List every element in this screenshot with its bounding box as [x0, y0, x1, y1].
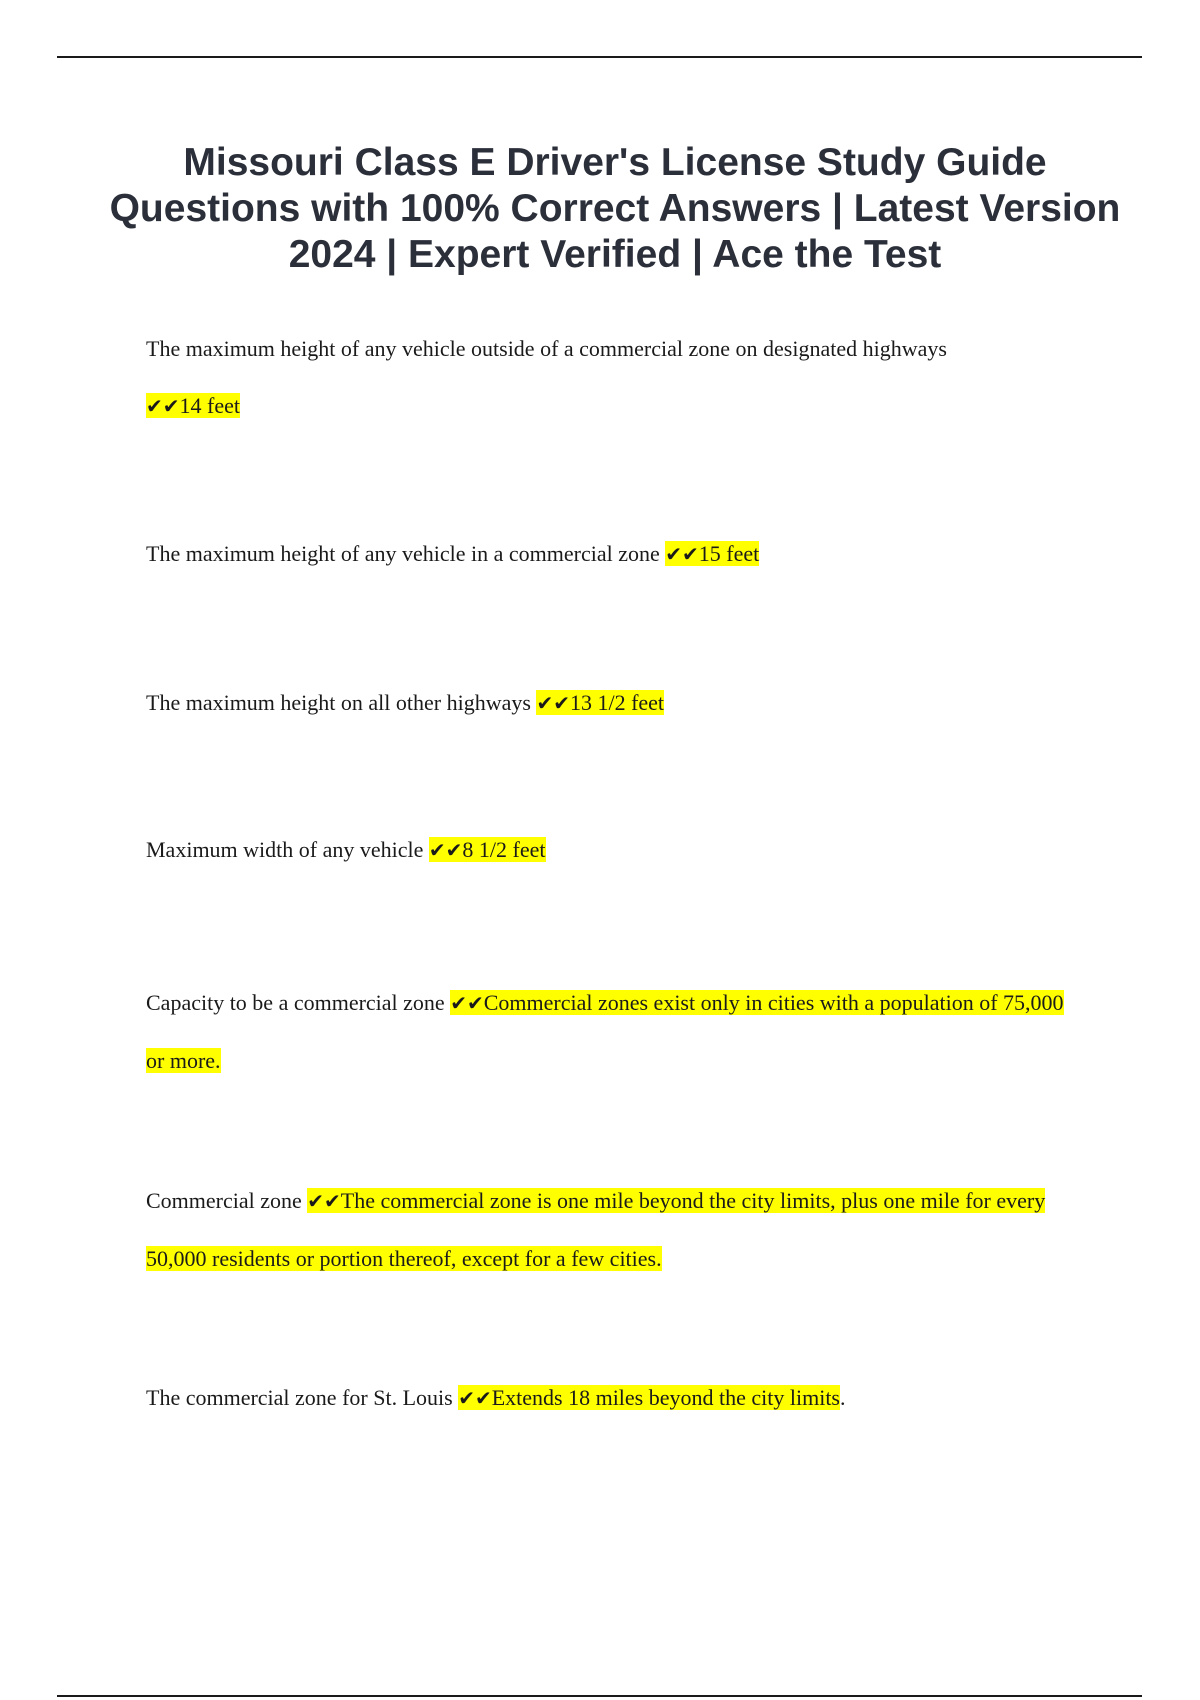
answer-text: 8 1/2 feet — [462, 837, 546, 862]
answer-text: 15 feet — [698, 541, 760, 566]
answer-highlight — [665, 541, 759, 566]
top-rule — [57, 56, 1142, 58]
question-text: Maximum width of any vehicle — [146, 837, 424, 862]
question-text: Commercial zone — [146, 1188, 302, 1213]
question-text: The maximum height of any vehicle outside of a commercial zone on designated highways — [146, 336, 947, 361]
answer-highlight — [429, 837, 546, 862]
check-mark-icon: ✔✔ — [146, 394, 180, 418]
check-mark-icon: ✔✔ — [307, 1189, 341, 1213]
answer-highlight — [536, 690, 664, 715]
answer-text: 13 1/2 feet — [569, 690, 665, 715]
answer-highlight — [458, 1385, 840, 1410]
qa-item-2 — [146, 539, 1086, 569]
question-text: The commercial zone for St. Louis — [146, 1385, 453, 1410]
qa-item-5 — [146, 974, 1086, 1089]
bottom-rule — [57, 1695, 1142, 1697]
check-mark-icon: ✔✔ — [450, 991, 484, 1015]
answer-text: Extends 18 miles beyond the city limits — [491, 1385, 840, 1410]
check-mark-icon: ✔✔ — [536, 691, 570, 715]
question-text: The maximum height on all other highways — [146, 690, 531, 715]
check-mark-icon: ✔✔ — [428, 838, 463, 862]
check-mark-icon: ✔✔ — [458, 1386, 492, 1410]
qa-item-7 — [146, 1383, 1086, 1413]
answer-highlight — [146, 393, 240, 418]
question-text: The maximum height of any vehicle in a commercial zone — [146, 541, 660, 566]
answer-text: Commercial zones exist only in cities with a population of 75,000 or more. — [146, 990, 1064, 1073]
answer-trailing: . — [840, 1385, 846, 1410]
check-mark-icon: ✔✔ — [665, 542, 699, 566]
qa-item-1 — [146, 320, 1086, 435]
qa-item-3 — [146, 688, 1086, 718]
qa-item-4 — [146, 835, 1086, 865]
answer-text: The commercial zone is one mile beyond the city limits, plus one mile for every 50,000 residents or portion thereof, except for a few cities. — [146, 1188, 1046, 1271]
answer-text: 14 feet — [179, 393, 240, 418]
question-text: Capacity to be a commercial zone — [146, 990, 445, 1015]
document-title: Missouri Class E Driver's License Study Guide Questions with 100% Correct Answers | Latest Version 2024 | Expert Verified | Ace the Test — [109, 141, 1121, 276]
qa-item-6 — [146, 1172, 1086, 1287]
